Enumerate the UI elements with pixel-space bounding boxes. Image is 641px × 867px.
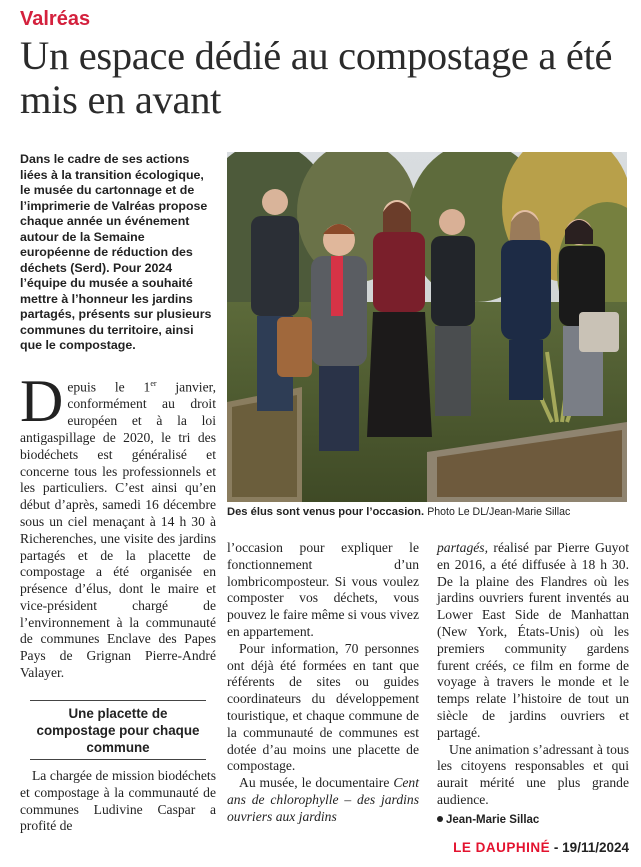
author-name: Jean-Marie Sillac [446,813,540,826]
page-footer [453,840,629,855]
documentary-title-end: partagés, [437,540,488,555]
group-photo-image [227,152,627,502]
paragraph-1-start: epuis le 1 [67,379,151,395]
paragraph-4-intro: Au musée, le documentaire [239,775,394,791]
article-headline: Un espace dédié au compostage a été mis en avant [20,33,613,122]
photo-credit: Photo Le DL/Jean-Marie Sillac [427,506,571,518]
article-column-2 [227,540,419,826]
caption-text: Des élus sont venus pour l’occasion. [227,506,425,518]
town-label: Valréas [20,8,91,30]
paragraph-2-part-2: l’occasion pour expliquer le fonctionnement d’un lombricomposteur. Si vous voulez composter vos déchets, vous pouvez le faire même si vous vivez en appartement. [227,540,419,639]
article-column-1-bottom [20,768,216,835]
drop-cap: D [20,368,64,434]
paragraph-4-start [227,775,419,825]
article-column-3 [437,540,629,829]
article-column-1 [20,368,216,682]
documentary-title: Cent ans de chlorophylle – des jardins ouvriers aux jardins [227,775,419,824]
paragraph-5: Une animation s’adressant à tous les citoyens responsables et qui aurait mérité une plus grande audience. [437,741,629,807]
article-subheading: Une placette de compostage pour chaque commune [30,700,206,760]
article-photo [227,152,627,502]
ordinal-superscript: er [150,379,157,388]
photo-caption [227,506,637,518]
bullet-icon [437,816,443,822]
paragraph-1-rest: janvier, conformément au droit européen et à la loi antigaspillage de 2020, le tri des biodéchets est généralisé et concerne tous les professionnels et les particuliers. C’est ainsi qu’en début d’après, samedi 16 décembre sous un ciel menaçant à 14 h 30 à Richerenches, une visite des jardins partagés et de la placette de compostage a été organisée en présence d’élus, dont le maire et vice-président chargé de l’environnement à la communauté de communes Enclave des Papes Pays de Grignan Pierre-André Valayer. [20,379,216,681]
paragraph-2-part-1: La chargée de mission biodéchets et compostage à la communauté de communes Ludivine Caspar a profité de [20,768,216,834]
footer-separator: - [550,840,563,855]
article-lead: Dans le cadre de ses actions liées à la transition écologique, le musée du cartonnage et de l’imprimerie de Valréas propose chaque année un événement autour de la Semaine européenne de réduction des déchets (Serd). Pour 2024 l’équipe du musée a souhaité mettre à l’honneur les jardins partagés, présents sur plusieurs communes du territoire, ainsi que le compostage. [20,152,212,352]
author-signature [437,812,629,829]
newspaper-brand: LE DAUPHINÉ [453,840,551,855]
paragraph-4-rest: réalisé par Pierre Guyot en 2016, a été diffusée à 18 h 30. De la plaine des Flandres où les jardins ouvriers furent inventés au Lower East Side de Manhattan (New York, États-Unis) où les premiers community gardens furent créés, ce film en forme de voyage à travers le monde et le temps relate l’histoire de tout un siècle de jardins ouvriers et partagé. [437,540,629,740]
paragraph-3: Pour information, 70 personnes ont déjà été formées en tant que référents de sites ou guides coordinateurs du développement touristique, et chaque commune de la communauté de communes est dotée d’au moins une placette de compostage. [227,640,419,774]
publication-date: 19/11/2024 [562,840,629,855]
paragraph-4-end [437,540,629,742]
